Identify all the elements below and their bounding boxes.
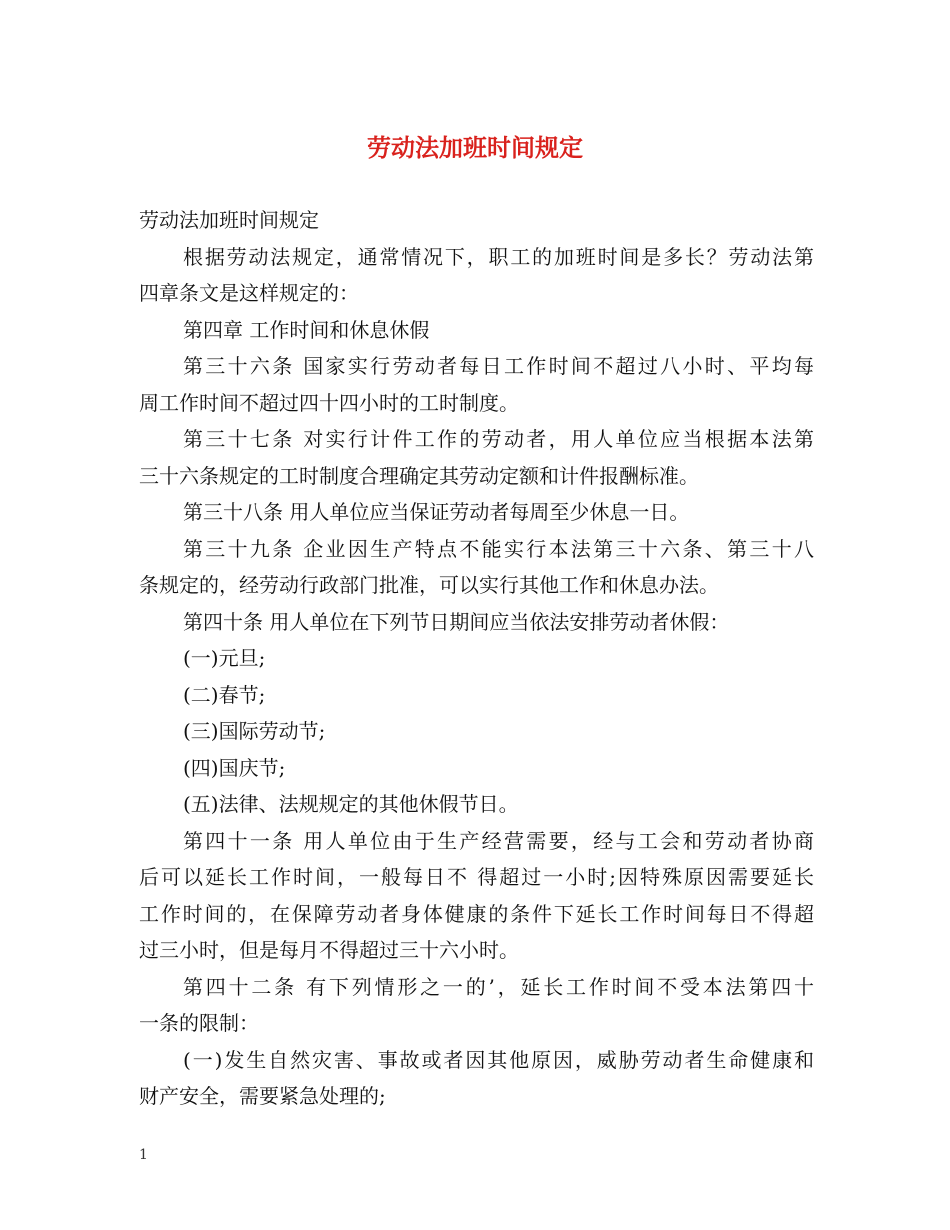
text-line: 第三十七条 对实行计件工作的劳动者，用人单位应当根据本法第 bbox=[183, 427, 814, 451]
text-line: 三十六条规定的工时制度合理确定其劳动定额和计件报酬标准。 bbox=[139, 463, 699, 488]
text-line: 劳动法加班时间规定 bbox=[139, 208, 319, 232]
text-line: 第三十六条 国家实行劳动者每日工作时间不超过八小时、平均每 bbox=[183, 354, 814, 378]
document-title: 劳动法加班时间规定 bbox=[367, 133, 583, 162]
text-line: (二)春节; bbox=[183, 682, 266, 707]
text-line: (一)元旦; bbox=[183, 646, 266, 670]
text-line: 工作时间的，在保障劳动者身体健康的条件下延长工作时间每日不得超 bbox=[139, 901, 814, 926]
text-line: 第四十一条 用人单位由于生产经营需要，经与工会和劳动者协商 bbox=[183, 828, 814, 853]
text-line: 第四十条 用人单位在下列节日期间应当依法安排劳动者休假： bbox=[183, 609, 730, 634]
text-line: 条规定的，经劳动行政部门批准，可以实行其他工作和休息办法。 bbox=[139, 573, 719, 597]
text-line: (一)发生自然灾害、事故或者因其他原因，威胁劳动者生命健康和 bbox=[183, 1047, 814, 1072]
document-body bbox=[139, 202, 814, 1115]
text-line: 财产安全，需要紧急处理的; bbox=[139, 1084, 386, 1108]
page-number: 1 bbox=[139, 1147, 148, 1163]
text-line: 过三小时，但是每月不得超过三十六小时。 bbox=[139, 938, 519, 962]
text-line: 周工作时间不超过四十四小时的工时制度。 bbox=[139, 390, 519, 415]
text-line: 第四十二条 有下列情形之一的’，延长工作时间不受本法第四十 bbox=[183, 974, 814, 999]
text-line: 后可以延长工作时间，一般每日不 得超过一小时;因特殊原因需要延长 bbox=[139, 865, 814, 889]
text-line: 第四章 工作时间和休息休假 bbox=[183, 317, 430, 342]
text-line: (四)国庆节; bbox=[183, 755, 286, 780]
text-line: 根据劳动法规定，通常情况下，职工的加班时间是多长？劳动法第 bbox=[183, 244, 814, 269]
text-line: 第三十八条 用人单位应当保证劳动者每周至少休息一日。 bbox=[183, 500, 690, 524]
text-line: 四章条文是这样规定的： bbox=[139, 281, 359, 305]
text-line: (五)法律、法规规定的其他休假节日。 bbox=[183, 792, 519, 816]
text-line: 一条的限制： bbox=[139, 1011, 259, 1035]
text-line: 第三十九条 企业因生产特点不能实行本法第三十六条、第三十八 bbox=[183, 536, 814, 561]
text-line: (三)国际劳动节; bbox=[183, 719, 326, 743]
